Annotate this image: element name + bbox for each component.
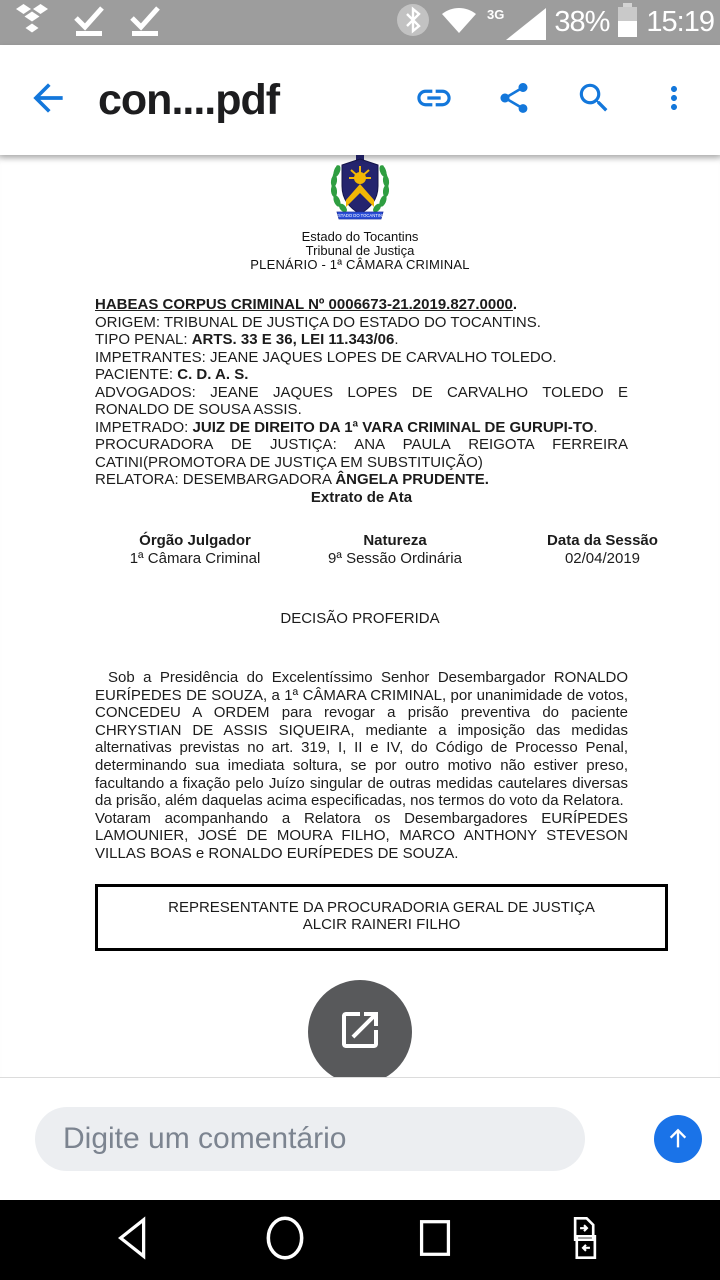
nav-sim-switch-button[interactable] [540,1208,630,1272]
session-table-cell: Órgão Julgador 1ª Câmara Criminal [129,532,261,567]
case-line: ORIGEM: TRIBUNAL DE JUSTIÇA DO ESTADO DO TOCANTINS. [95,313,541,331]
decision-title: DECISÃO PROFERIDA [280,610,440,627]
home-circle-icon [260,1213,310,1268]
tocantins-coat-of-arms-icon [324,155,396,228]
navigation-bar [0,1200,720,1280]
decision-paragraph: Votaram acompanhando a Relatora os Desembargadores EURÍPEDES LAMOUNIER, JOSÉ DE MOURA FILHO, MARCO ANTHONY STEVESON VILLAS BOAS e RONALDO EURÍPEDES DE SOUZA. [95,809,628,862]
nav-home-button[interactable] [240,1208,330,1272]
signal-icon [487,5,547,41]
case-line: PACIENTE: C. D. A. S. [95,366,249,383]
open-in-new-icon [336,1006,384,1057]
org-line: Tribunal de Justiça [305,243,415,258]
crest-banner-label: ESTADO DO TOCANTINS [335,213,385,218]
clock-label: 15:19 [646,6,714,38]
recents-square-icon [412,1215,458,1266]
link-icon [414,78,454,123]
document-title: con....pdf [98,75,280,124]
open-attachment-button[interactable] [308,980,412,1078]
bluetooth-icon [395,2,431,43]
comment-bar [0,1078,720,1200]
org-line: PLENÁRIO - 1ª CÂMARA CRIMINAL [250,257,470,272]
extrato-heading: Extrato de Ata [310,488,413,506]
network-type-label: 3G [487,6,505,22]
sim-switch-icon [562,1215,608,1266]
decision-paragraph: Sob a Presidência do Excelentíssimo Senhor Desembargador RONALDO EURÍPEDES DE SOUZA, a 1ª CÂMARA CRIMINAL, por unanimidade de votos, CONCEDEU A ORDEM para revogar a prisão preventiva do paciente CHRYSTIAN DE ASSIS SIQUEIRA, mediante a imposição das medidas alternativas previstas no art. 319, I, II e IV, do Código de Processo Penal, determinando sua imediata soltura, se por outro motivo não estiver preso, facultando a fixação pelo Juízo singular de outras medidas cautelares diversas da prisão, além daquelas acima especificadas, nos termos do voto da Relatora. [95,669,628,810]
case-line: TIPO PENAL: ARTS. 33 E 36, LEI 11.343/06. [95,331,399,348]
arrow-up-icon [664,1124,692,1155]
pgj-box [95,884,668,951]
back-button[interactable] [20,72,76,128]
back-arrow-icon [26,76,70,125]
status-bar [0,0,720,45]
send-comment-button[interactable] [654,1115,702,1163]
share-button[interactable] [484,70,544,130]
comment-input[interactable] [35,1107,585,1171]
case-line: IMPETRANTES: JEANE JAQUES LOPES DE CARVALHO TOLEDO. [95,348,557,366]
case-line: RELATORA: DESEMBARGADORA ÂNGELA PRUDENTE. [95,471,489,488]
back-triangle-icon [112,1215,158,1266]
case-line: IMPETRADO: JUIZ DE DIREITO DA 1ª VARA CRIMINAL DE GURUPI-TO. [95,418,598,436]
session-table [0,506,720,567]
pgj-box-line: ALCIR RAINERI FILHO [302,916,461,934]
link-button[interactable] [404,70,464,130]
nav-back-button[interactable] [90,1208,180,1272]
session-table-cell: Data da Sessão 02/04/2019 [547,532,658,567]
share-icon [496,80,532,121]
org-lines [0,230,720,272]
battery-percent-label: 38% [554,6,610,38]
overflow-menu-icon [656,80,692,121]
wifi-icon [438,3,480,42]
battery-icon [616,2,639,43]
pgj-box-line: REPRESENTANTE DA PROCURADORIA GERAL DE JUSTIÇA [168,898,595,916]
case-line: HABEAS CORPUS CRIMINAL Nº 0006673-21.2019.827.0000. [95,296,518,313]
pdf-toolbar [0,45,720,155]
case-line: PROCURADORA DE JUSTIÇA: ANA PAULA REIGOTA FERREIRA CATINI(PROMOTORA DE JUSTIÇA EM SUBSTITUIÇÃO) [95,436,628,471]
search-icon [575,79,613,122]
session-table-cell: Natureza 9ª Sessão Ordinária [328,532,462,567]
decision-paragraphs [0,627,720,863]
case-lines [0,272,720,489]
nav-recents-button[interactable] [390,1208,480,1272]
pdf-page[interactable] [0,155,720,1078]
download-done-icon [128,2,162,43]
case-line: ADVOGADOS: JEANE JAQUES LOPES DE CARVALHO TOLEDO E RONALDO DE SOUSA ASSIS. [95,383,628,418]
org-line: Estado do Tocantins [301,229,419,244]
overflow-menu-button[interactable] [644,70,704,130]
dropbox-icon [14,3,50,42]
download-done-icon [72,2,106,43]
search-button[interactable] [564,70,624,130]
